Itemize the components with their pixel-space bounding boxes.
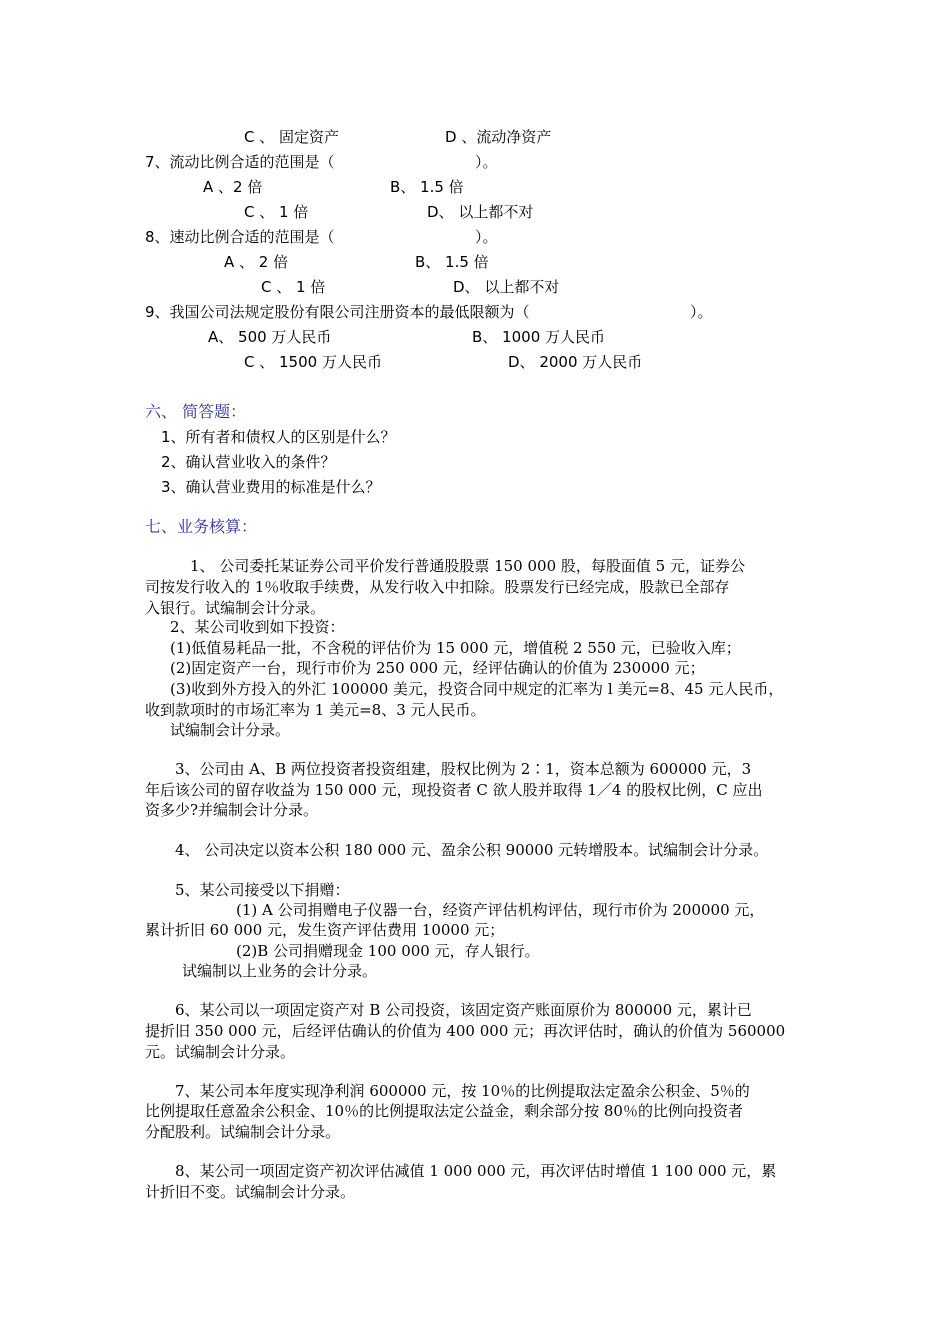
q6-option-c: C 、 固定资产 xyxy=(244,128,340,146)
problem-2-line: (2)固定资产一台，现行市价为 250 000 元，经评估确认的价值为 230000 元； xyxy=(170,659,705,677)
section-7-heading: 七、业务核算： xyxy=(145,517,258,536)
q6-option-d: D 、流动净资产 xyxy=(445,128,552,146)
section-6-heading: 六、 简答题： xyxy=(145,402,247,421)
problem-7-line: 比例提取任意盈余公积金、10％的比例提取法定公益金，剩余部分按 80％的比例向投资者 xyxy=(145,1102,743,1120)
problem-5-line: 试编制以上业务的会计分录。 xyxy=(182,962,378,980)
q7-option-b: B、 1.5 倍 xyxy=(390,178,464,196)
q9-stem: 9、我国公司法规定股份有限公司注册资本的最低限额为（ xyxy=(145,303,530,321)
problem-8-line: 计折旧不变。试编制会计分录。 xyxy=(145,1183,356,1201)
q8-option-c: C 、 1 倍 xyxy=(261,278,326,296)
problem-1-line: 入银行。试编制会计分录。 xyxy=(145,599,326,617)
q7-option-c: C 、 1 倍 xyxy=(244,203,309,221)
short-answer-item: 2、确认营业收入的条件？ xyxy=(161,453,336,471)
q7-option-a: A 、2 倍 xyxy=(203,178,263,196)
q8-option-a: A 、 2 倍 xyxy=(224,253,289,271)
problem-8-line: 8、某公司一项固定资产初次评估减值 1 000 000 元，再次评估时增值 1 100 000 元，累 xyxy=(175,1162,777,1180)
problem-2-line: (1)低值易耗品一批，不含税的评估价为 15 000 元，增值税 2 550 元，已验收入库； xyxy=(170,639,741,657)
problem-3-line: 年后该公司的留存收益为 150 000 元，现投资者 C 欲人股并取得 1／4 的股权比例，C 应出 xyxy=(145,781,763,799)
problem-2-line: 试编制会计分录。 xyxy=(170,721,291,739)
problem-6-line: 提折旧 350 000 元，后经评估确认的价值为 400 000 元；再次评估时，确认的价值为 560000 xyxy=(145,1022,786,1040)
problem-6-line: 6、某公司以一项固定资产对 B 公司投资，该固定资产账面原价为 800000 元，累计已 xyxy=(175,1001,752,1019)
problem-7-line: 7、某公司本年度实现净利润 600000 元，按 10％的比例提取法定盈余公积金、5％的 xyxy=(175,1082,750,1100)
short-answer-item: 1、所有者和债权人的区别是什么？ xyxy=(161,428,396,446)
problem-2-line: (3)收到外方投入的外汇 100000 美元，投资合同中规定的汇率为 l 美元=8、45 元人民币， xyxy=(170,680,784,698)
q8-option-d: D、 以上都不对 xyxy=(453,278,560,296)
problem-5-line: 累计折旧 60 000 元，发生资产评估费用 10000 元； xyxy=(145,921,505,939)
problem-1-line: 司按发行收入的 1％收取手续费，从发行收入中扣除。股票发行已经完成，股款已全部存 xyxy=(145,578,730,596)
problem-3-line: 资多少?并编制会计分录。 xyxy=(145,801,319,819)
q9-option-a: A、 500 万人民币 xyxy=(208,328,332,346)
q9-option-d: D、 2000 万人民币 xyxy=(508,353,643,371)
q8-stem-close: ）。 xyxy=(475,228,498,246)
q9-option-c: C 、 1500 万人民币 xyxy=(244,353,382,371)
problem-1-line: 1、 公司委托某证券公司平价发行普通股股票 150 000 股，每股面值 5 元，证券公 xyxy=(190,557,745,575)
q8-stem: 8、速动比例合适的范围是（ xyxy=(145,228,335,246)
problem-4-line: 4、 公司决定以资本公积 180 000 元、盈余公积 90000 元转增股本。试编制会计分录。 xyxy=(175,841,769,859)
q7-stem-close: ）。 xyxy=(475,153,498,171)
problem-5-line: (2)B 公司捐赠现金 100 000 元，存人银行。 xyxy=(236,942,540,960)
problem-7-line: 分配股利。试编制会计分录。 xyxy=(145,1123,341,1141)
q9-stem-close: ）。 xyxy=(690,303,713,321)
short-answer-item: 3、确认营业费用的标准是什么？ xyxy=(161,478,381,496)
problem-3-line: 3、公司由 A、B 两位投资者投资组建，股权比例为 2∶1，资本总额为 600000 元，3 xyxy=(175,760,752,778)
q7-option-d: D、 以上都不对 xyxy=(427,203,534,221)
problem-5-line: 5、某公司接受以下捐赠： xyxy=(175,881,350,899)
problem-6-line: 元。试编制会计分录。 xyxy=(145,1043,296,1061)
problem-2-line: 收到款项时的市场汇率为 1 美元=8、3 元人民币。 xyxy=(145,701,486,719)
q8-option-b: B、 1.5 倍 xyxy=(415,253,489,271)
q9-option-b: B、 1000 万人民币 xyxy=(472,328,606,346)
q7-stem: 7、流动比例合适的范围是（ xyxy=(145,153,335,171)
problem-5-line: (1) A 公司捐赠电子仪器一台，经资产评估机构评估，现行市价为 200000 元， xyxy=(236,901,765,919)
problem-2-line: 2、某公司收到如下投资： xyxy=(170,618,345,636)
